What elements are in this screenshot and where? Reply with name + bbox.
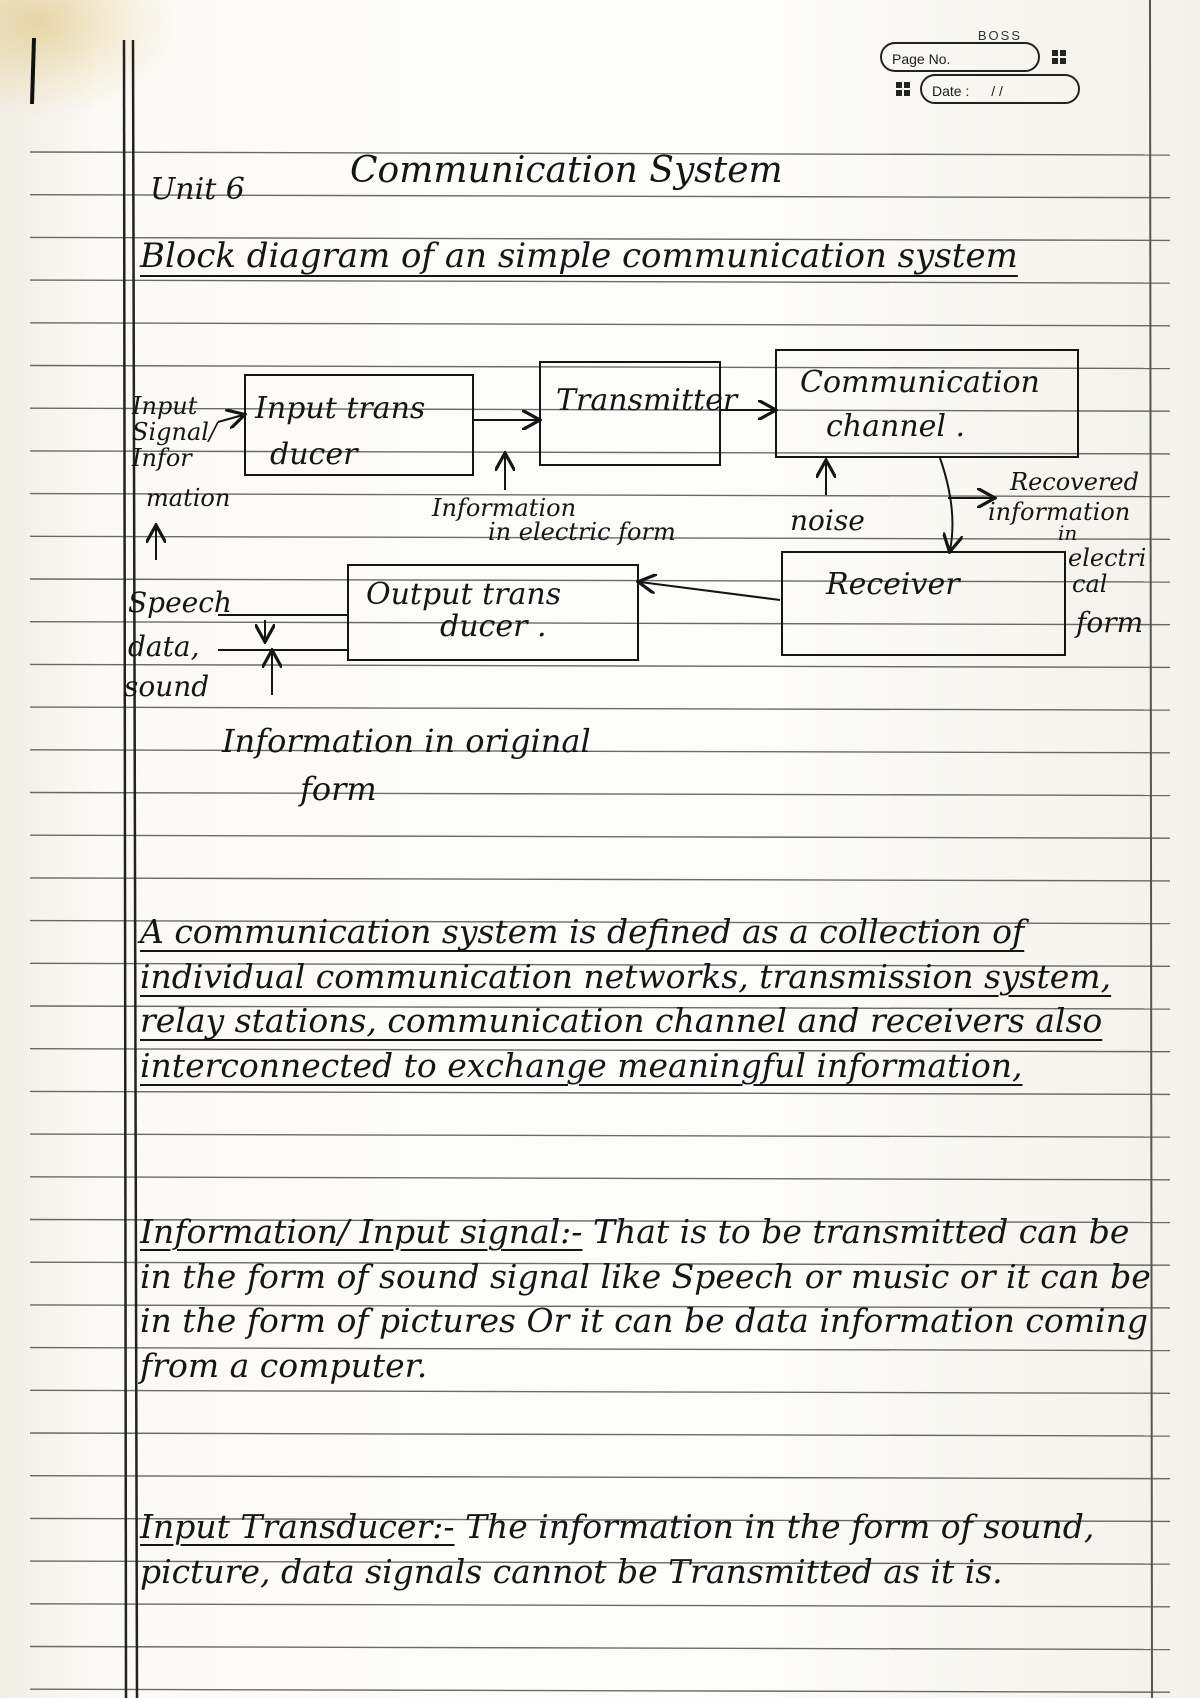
date-value: / / bbox=[991, 83, 1003, 99]
recovered-line1: Recovered bbox=[1010, 468, 1139, 496]
paragraph-input-transducer-lead: Input Transducer:- bbox=[140, 1507, 455, 1546]
noise-label: noise bbox=[790, 504, 865, 537]
arrow-input-to-transducer bbox=[218, 415, 243, 422]
recovered-line6: form bbox=[1076, 606, 1144, 639]
arrow-receiver-to-output bbox=[640, 582, 780, 600]
paragraph-input-transducer-text: The information in the form of sound, picture, data signals cannot be Transmitted as it is. bbox=[140, 1507, 1095, 1591]
info-original-line1: Information in original bbox=[222, 722, 591, 760]
recovered-line4: electri bbox=[1068, 544, 1147, 572]
receiver-label: Receiver bbox=[826, 567, 960, 602]
input-transducer-line2: ducer bbox=[270, 437, 358, 472]
input-signal-line2: Signal/ bbox=[132, 418, 218, 446]
output-transducer-line1: Output trans bbox=[366, 577, 562, 612]
output-transducer-line2: ducer . bbox=[440, 609, 547, 644]
date-label: Date : bbox=[932, 83, 970, 99]
info-original-line2: form bbox=[300, 770, 377, 808]
recovered-line2: information bbox=[988, 498, 1131, 526]
paragraph-information-signal-text: That is to be transmitted can be in the form of sound signal like Speech or music or it can be in the form of pictures Or it can be data information coming from a computer. bbox=[140, 1212, 1151, 1385]
speech-line1: Speech bbox=[128, 586, 232, 619]
channel-line1: Communication bbox=[800, 365, 1040, 400]
info-electric-line2: in electric form bbox=[488, 518, 676, 546]
diagram-heading: Block diagram of an simple communication system bbox=[140, 236, 1018, 276]
paragraph-information-signal bbox=[140, 1210, 1160, 1388]
page-number-label: Page No. bbox=[892, 51, 951, 67]
info-electric-line1: Information bbox=[432, 494, 577, 522]
transmitter-label: Transmitter bbox=[556, 383, 738, 418]
channel-line2: channel . bbox=[826, 409, 966, 444]
recovered-line3: in bbox=[1058, 521, 1078, 545]
input-signal-line4: mation bbox=[146, 484, 231, 512]
input-signal-line3: Infor bbox=[132, 444, 192, 472]
recovered-line5: cal bbox=[1072, 570, 1108, 598]
speech-line3: sound bbox=[124, 670, 210, 703]
paragraph-information-signal-lead: Information/ Input signal:- bbox=[140, 1212, 583, 1251]
speech-line2: data, bbox=[128, 630, 200, 663]
paragraph-definition bbox=[140, 910, 1160, 1088]
input-signal-line1: Input bbox=[132, 392, 198, 420]
unit-label: Unit 6 bbox=[150, 172, 245, 207]
input-transducer-line1: Input trans bbox=[255, 391, 426, 426]
brand-mark: BOSS bbox=[977, 28, 1022, 43]
page-title: Communication System bbox=[350, 150, 783, 191]
paragraph-input-transducer bbox=[140, 1505, 1160, 1594]
paragraph-definition-text: A communication system is defined as a collection of individual communication networks, transmission system, relay stations, communication channel and receivers also interconnected to exchange meaningful information, bbox=[140, 912, 1112, 1085]
arrow-channel-to-receiver bbox=[940, 458, 952, 550]
